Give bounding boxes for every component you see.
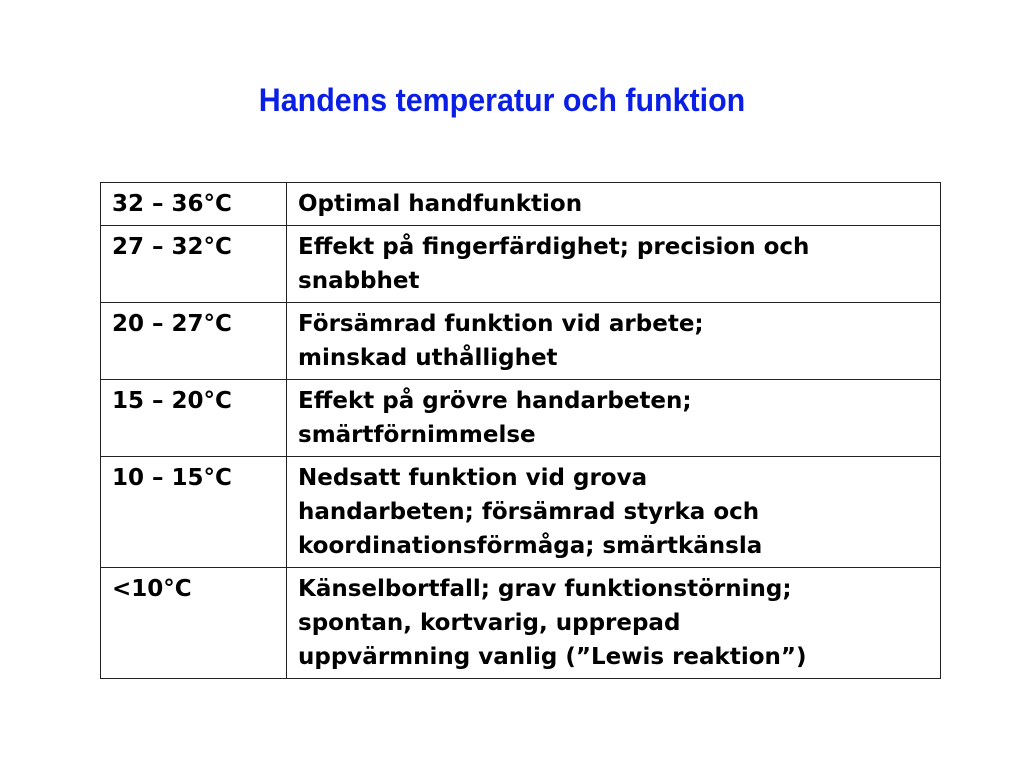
function-description-cell [287, 183, 941, 226]
temperature-range-cell: 27 – 32°C [101, 226, 287, 303]
temperature-range-cell: 15 – 20°C [101, 380, 287, 457]
temperature-range-cell: 20 – 27°C [101, 303, 287, 380]
function-description-cell [287, 380, 941, 457]
temperature-range-cell: <10°C [101, 568, 287, 679]
description-line: Nedsatt funktion vid grova [298, 465, 648, 491]
description-line: minskad uthållighet [298, 345, 558, 371]
description-line: Effekt på grövre handarbeten; [298, 388, 692, 414]
function-description-cell [287, 568, 941, 679]
table-row [101, 183, 941, 226]
description-line: Optimal handfunktion [298, 191, 583, 217]
function-description-cell [287, 303, 941, 380]
description-line: Försämrad funktion vid arbete; [298, 311, 704, 337]
table-row [101, 380, 941, 457]
table-row [101, 303, 941, 380]
description-line: handarbeten; försämrad styrka och [298, 499, 760, 525]
temperature-range-cell: 10 – 15°C [101, 457, 287, 568]
temperature-function-table [100, 182, 941, 679]
function-description-cell [287, 457, 941, 568]
description-line: Effekt på fingerfärdighet; precision och [298, 234, 810, 260]
description-line: uppvärmning vanlig (”Lewis reaktion”) [298, 644, 807, 670]
table-row [101, 568, 941, 679]
description-line: smärtförnimmelse [298, 422, 536, 448]
page-title: Handens temperatur och funktion [258, 82, 746, 118]
description-line: snabbhet [298, 268, 420, 294]
table-row [101, 457, 941, 568]
temperature-range-cell: 32 – 36°C [101, 183, 287, 226]
description-line: spontan, kortvarig, upprepad [298, 610, 681, 636]
description-line: koordinationsförmåga; smärtkänsla [298, 533, 763, 559]
function-description-cell [287, 226, 941, 303]
table-row [101, 226, 941, 303]
description-line: Känselbortfall; grav funktionstörning; [298, 576, 792, 602]
